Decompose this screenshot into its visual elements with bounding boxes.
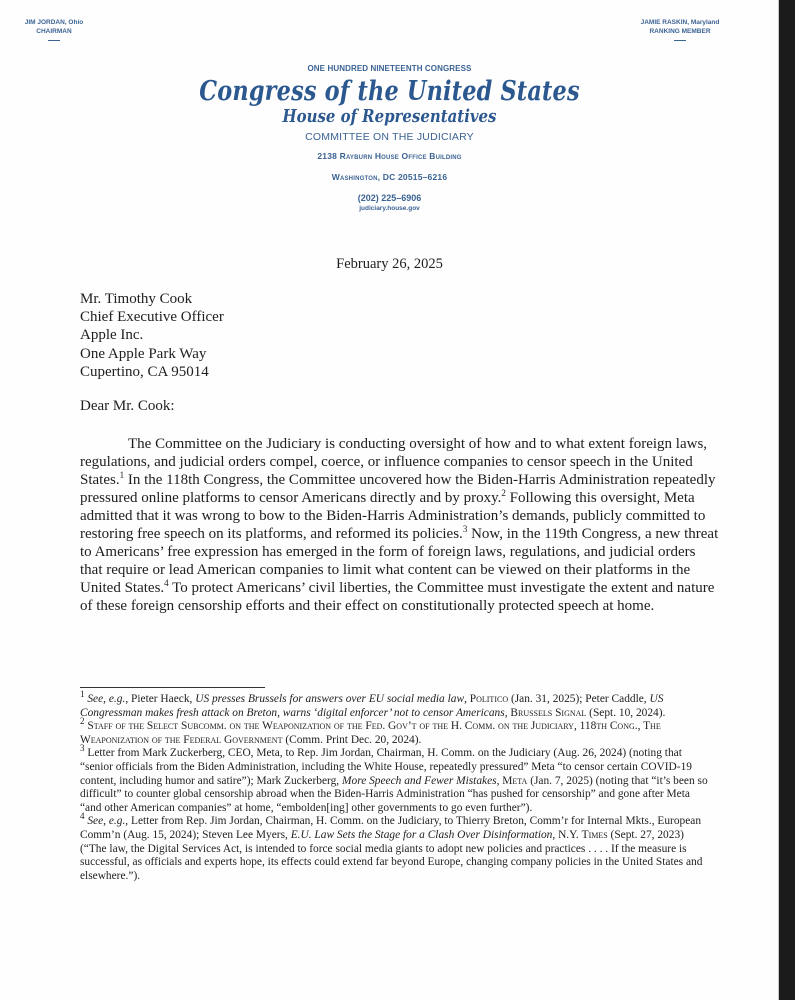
citation-text: ,: [504, 706, 511, 719]
letterhead-title: Congress of the United States: [199, 76, 580, 107]
recipient-city: Cupertino, CA 95014: [80, 363, 209, 380]
website: judiciary.house.gov: [359, 205, 420, 212]
citation-text: , N.Y.: [552, 828, 582, 841]
publication: Times: [581, 828, 608, 841]
citation-text: (Jan. 7, 2025) (noting that “it’s been so difficult” to counter global censorship abroad when the Biden-Harris Administration “has pushed for censorship” and gone after Meta “and other American companies” at home, “embolden[ing] other governments to go even further”).: [80, 774, 708, 814]
footnote-ref-4: 4: [164, 578, 169, 588]
recipient-name: Mr. Timothy Cook: [80, 291, 193, 307]
footnote-3: [80, 743, 710, 815]
citation-text: (Sept. 10, 2024).: [586, 706, 666, 719]
letter-date: February 26, 2025: [336, 256, 443, 272]
body-sentence: In the 118th Congress, the Committee uncovered how the Biden-Harris Administration repeatedly pressured online platforms to censor Americans directly and by proxy.: [80, 472, 716, 506]
citation-text: Letter from Rep. Jim Jordan, Chairman, H. Comm. on the Judiciary, to Thierry Breton, Comm’r for Internal Mkts., European Comm’n (Aug. 15, 2024); Steven Lee Myers,: [80, 815, 702, 841]
body-sentence: Now, in the 119th Congress, a new threat to Americans’ free expression has emerged in the form of foreign laws, regulations, and judicial orders that require or lead American companies to limit what content can be viewed on their platforms in the United States.: [80, 526, 719, 596]
footnote-2: [80, 716, 710, 747]
letterhead: [0, 64, 779, 213]
footnotes: [80, 689, 710, 883]
footnote-number: 1: [80, 689, 85, 700]
address-line-1: 2138 Rayburn House Office Building: [317, 151, 462, 161]
signal: See, e.g.: [87, 693, 126, 705]
chairman-title: CHAIRMAN: [36, 28, 72, 35]
citation-text: (Comm. Print Dec. 20, 2024).: [282, 733, 422, 746]
footnote-4: [80, 811, 710, 883]
citation-text: , Pieter Haeck,: [125, 693, 196, 705]
footnote-ref-1: 1: [119, 470, 125, 480]
ranking-member-block: [615, 18, 745, 41]
footnote-ref-3: 3: [462, 524, 468, 534]
viewer-edge-strip: [780, 0, 795, 1000]
signal: See, e.g.,: [87, 815, 129, 828]
article-title: US presses Brussels for answers over EU social media law: [195, 693, 465, 705]
article-title: More Speech and Fewer Mistakes: [342, 774, 497, 787]
ranking-member-name: JAMIE RASKIN, Maryland: [640, 19, 720, 26]
citation-text: ,: [464, 693, 470, 705]
article-title: E.U. Law Sets the Stage for a Clash Over Disinformation: [290, 828, 553, 841]
publication: Brussels Signal: [510, 706, 587, 719]
body-sentence: To protect Americans’ civil liberties, the Committee must investigate the extent and nature of these foreign censorship efforts and their effect on constitutionally protected speech at home.: [80, 580, 715, 614]
article-title: US Congressman makes fresh attack on Breton, warns ‘digital enforcer’ not to censor Americans: [80, 693, 664, 719]
citation-text: Letter from Mark Zuckerberg, CEO, Meta, to Rep. Jim Jordan, Chairman, H. Comm. on the Judiciary (Aug. 26, 2024) (noting that “senior officials from the Biden Administration, including the White House, repeatedly pressured” Meta “to censor certain COVID-19 content, including humor and satire”); Mark Zuckerberg,: [80, 747, 692, 787]
recipient-street: One Apple Park Way: [80, 345, 207, 362]
report-title: Staff of the Select Subcomm. on the Weaponization of the Fed. Gov’t of the H. Comm. on the Judiciary, 118th Cong., The Weaponization of the Federal Government: [80, 720, 661, 746]
ranking-member-title: RANKING MEMBER: [649, 28, 711, 35]
footnote-1: [80, 689, 710, 720]
footnote-number: 4: [80, 811, 85, 822]
recipient-company: Apple Inc.: [80, 327, 144, 344]
body-sentence: The Committee on the Judiciary is conducting oversight of how and to what extent foreign laws, regulations, and judicial orders compel, coerce, or influence companies to censor speech in the United States.: [80, 436, 708, 488]
body-paragraph: [80, 435, 720, 615]
ranking-member-divider: [674, 40, 686, 41]
chairman-name: JIM JORDAN, Ohio: [24, 19, 84, 26]
committee-name: COMMITTEE ON THE JUDICIARY: [305, 131, 474, 143]
address-line-2: Washington, DC 20515–6216: [331, 172, 448, 182]
publication: Meta: [502, 774, 528, 787]
citation-text: (Jan. 31, 2025); Peter Caddle,: [508, 693, 650, 705]
footnote-number: 2: [80, 716, 85, 727]
footnote-number: 3: [80, 743, 85, 754]
congress-number: ONE HUNDRED NINETEENTH CONGRESS: [307, 64, 472, 73]
phone-number: (202) 225–6906: [357, 193, 422, 203]
citation-text: (Sept. 27, 2023) (“The law, the Digital Services Act, is intended to force social media giants to adopt new policies and practices . . . . If the measure is successful, as officials and experts hope, its effects could extend far beyond Europe, changing company policies in the United States and elsewhere.”).: [80, 828, 703, 882]
footnote-ref-2: 2: [501, 488, 506, 498]
chairman-block: [14, 18, 94, 41]
recipient-address: [80, 290, 224, 381]
publication: Politico: [469, 693, 509, 705]
body-sentence: Following this oversight, Meta admitted that it was wrong to bow to the Biden-Harris Administration’s demands, publicly committed to restoring free speech on its platforms, and reformed its policies.: [80, 490, 706, 542]
footnote-divider: [80, 687, 265, 688]
salutation: Dear Mr. Cook:: [80, 398, 175, 414]
recipient-title: Chief Executive Officer: [80, 309, 224, 326]
citation-text: ,: [496, 774, 503, 787]
chairman-divider: [48, 40, 60, 41]
letterhead-house: House of Representatives: [282, 106, 497, 127]
